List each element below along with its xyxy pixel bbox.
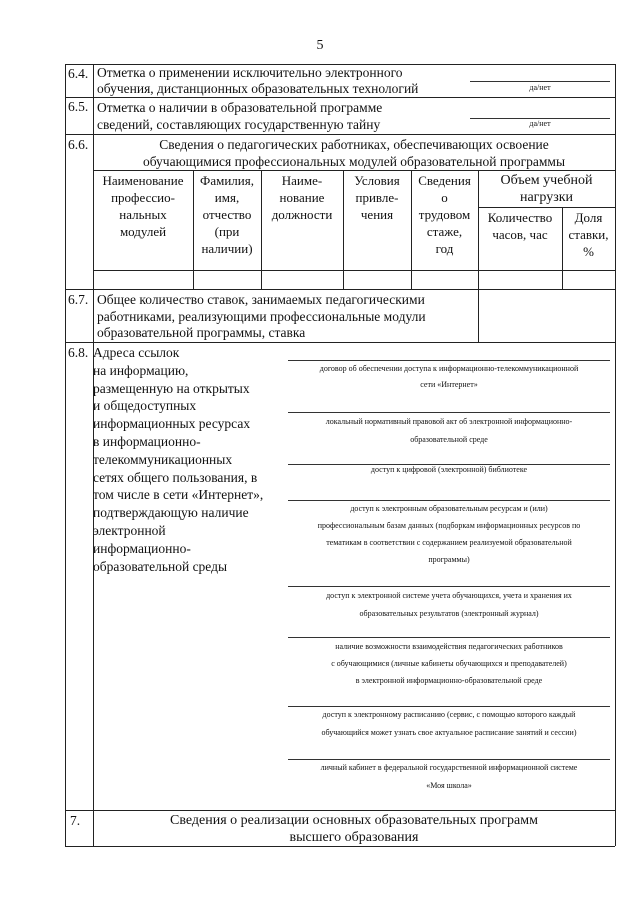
- page-number: 5: [316, 38, 324, 53]
- row-number: 6.6.: [68, 137, 89, 152]
- column-header-experience: Сведения о трудовом стаже, год: [418, 173, 471, 256]
- answer-caption: да/нет: [529, 83, 551, 92]
- row-6-7-text: Общее количество ставок, занимаемых педагогическими работниками, реализующими профессиональные модули образовательной программы, ставка: [97, 292, 426, 340]
- column-header-rate-share: Доля ставки, %: [568, 210, 609, 259]
- row-6-4-text: Отметка о применении исключительно электронного обучения, дистанционных образовательных технологий: [97, 65, 419, 96]
- row-6-8-text: Адреса ссылок на информацию, размещенную на открытых и общедоступных информационных ресурсах в информационно- телекоммуникационных сетях общего пользования, в том числе в сети «Интернет», подтверждающую наличие электронной информационно- образовательной среды: [93, 345, 264, 574]
- section-7-title: Сведения о реализации основных образовательных программ высшего образования: [170, 813, 538, 845]
- column-header-module: Наименование профессио- нальных модулей: [102, 173, 184, 239]
- field-caption: локальный нормативный правовой акт об электронной информационно- образовательной среде: [325, 417, 573, 444]
- field-caption: доступ к электронному расписанию (сервис, с помощью которого каждый обучающийся может узнать свое актуальное расписание занятий и сессии): [321, 710, 577, 737]
- answer-caption: да/нет: [529, 119, 551, 128]
- answer-cell-border: [478, 289, 479, 342]
- column-header-conditions: Условия привле- чения: [354, 173, 400, 222]
- field-caption: доступ к цифровой (электронной) библиотеке: [370, 465, 528, 474]
- row-number: 6.8.: [68, 345, 89, 360]
- field-caption: доступ к электронным образовательным ресурсам и (или) профессиональным базам данных (подборкам информационных ресурсов по тематикам в соответствии с содержанием реализуемой образовательной программы): [317, 504, 581, 564]
- row-6-5-text: Отметка о наличии в образовательной программе сведений, составляющих государственную тайну: [97, 100, 383, 132]
- column-header-load-group: Объем учебной нагрузки: [500, 173, 593, 205]
- row-number: 6.5.: [68, 99, 89, 114]
- column-header-name: Фамилия, имя, отчество (при наличии): [200, 173, 254, 256]
- section-6-6-title: Сведения о педагогических работниках, обеспечивающих освоение обучающимися профессиональных модулей образовательной программы: [142, 137, 566, 169]
- row-number: 7.: [70, 813, 81, 828]
- column-header-hours: Количество часов, час: [487, 210, 553, 242]
- field-caption: наличие возможности взаимодействия педагогических работников с обучающимися (личные кабинеты обучающихся и преподавателей) в электронной информационно-образовательной среде: [331, 642, 567, 685]
- column-header-position: Наиме- нование должности: [271, 173, 333, 222]
- row-number: 6.4.: [68, 66, 89, 81]
- field-caption: договор об обеспечении доступа к информационно-телекоммуникационной сети «Интернет»: [319, 364, 579, 389]
- field-caption: доступ к электронной системе учета обучающихся, учета и хранения их образовательных результатов (электронный журнал): [326, 591, 572, 618]
- row-number: 6.7.: [68, 292, 89, 307]
- field-caption: личный кабинет в федеральной государственной информационной системе «Моя школа»: [320, 763, 578, 790]
